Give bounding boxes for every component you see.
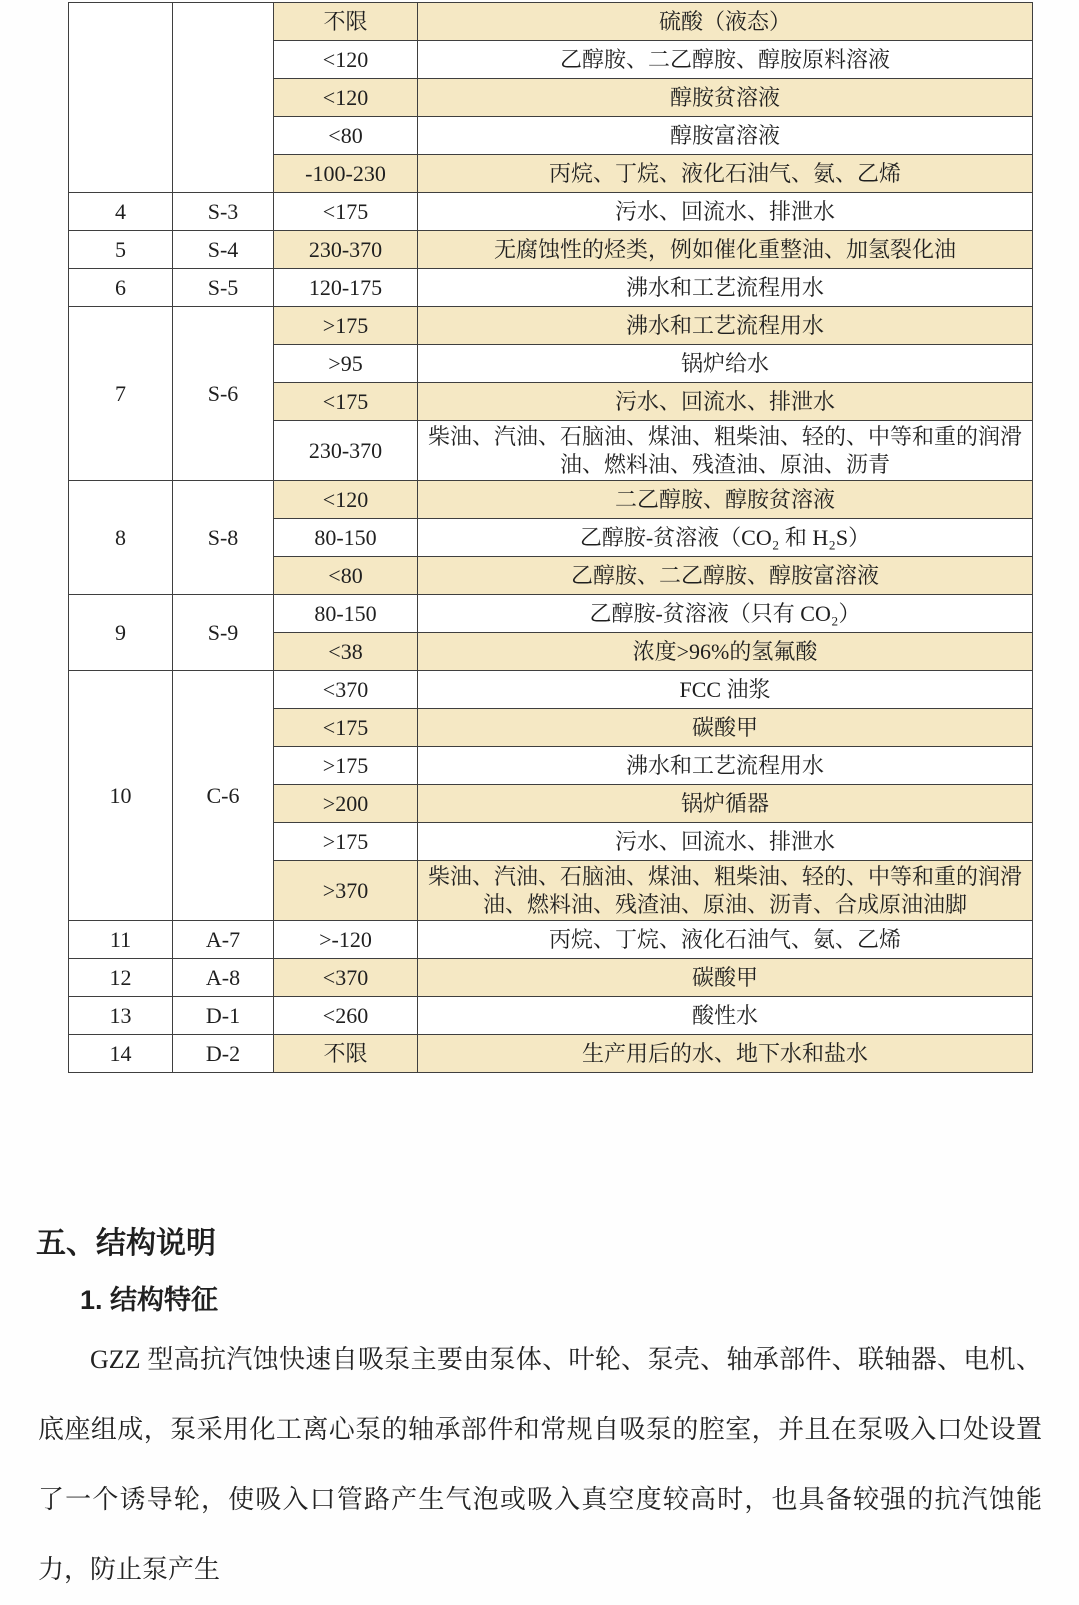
cell-temperature: <370 <box>274 671 418 709</box>
table-row <box>69 231 1033 269</box>
cell-media: 乙醇胺-贫溶液（只有 CO₂） <box>418 595 1033 633</box>
cell-code: S-5 <box>173 269 274 307</box>
cell-media: 柴油、汽油、石脑油、煤油、粗柴油、轻的、中等和重的润滑油、燃料油、残渣油、原油、沥青、合成原油油脚 <box>418 861 1033 921</box>
cell-number: 14 <box>69 1035 173 1073</box>
cell-code: S-3 <box>173 193 274 231</box>
cell-code: D-2 <box>173 1035 274 1073</box>
cell-number <box>69 3 173 193</box>
table-row <box>69 193 1033 231</box>
cell-media: 浓度>96%的氢氟酸 <box>418 633 1033 671</box>
table-row <box>69 671 1033 709</box>
table-row <box>69 1035 1033 1073</box>
cell-media: 锅炉循器 <box>418 785 1033 823</box>
cell-number: 5 <box>69 231 173 269</box>
cell-temperature: 80-150 <box>274 519 418 557</box>
cell-number: 11 <box>69 921 173 959</box>
cell-media: 醇胺富溶液 <box>418 117 1033 155</box>
table-row <box>69 921 1033 959</box>
cell-media: 柴油、汽油、石脑油、煤油、粗柴油、轻的、中等和重的润滑油、燃料油、残渣油、原油、沥青 <box>418 421 1033 481</box>
cell-code: C-6 <box>173 671 274 921</box>
cell-temperature: >370 <box>274 861 418 921</box>
cell-temperature: <175 <box>274 193 418 231</box>
cell-temperature: >95 <box>274 345 418 383</box>
cell-temperature: >175 <box>274 747 418 785</box>
cell-number: 10 <box>69 671 173 921</box>
cell-media: 二乙醇胺、醇胺贫溶液 <box>418 481 1033 519</box>
cell-media: 碳酸甲 <box>418 959 1033 997</box>
cell-temperature: 230-370 <box>274 421 418 481</box>
table-row <box>69 307 1033 345</box>
cell-temperature: >175 <box>274 307 418 345</box>
media-temperature-table <box>68 2 1033 1073</box>
body-paragraph: GZZ 型高抗汽蚀快速自吸泵主要由泵体、叶轮、泵壳、轴承部件、联轴器、电机、底座组成，泵采用化工离心泵的轴承部件和常规自吸泵的腔室，并且在泵吸入口处设置了一个诱导轮，使吸入口管路产生气泡或吸入真空度较高时，也具备较强的抗汽蚀能力，防止泵产生 <box>38 1345 1042 1584</box>
table-row <box>69 481 1033 519</box>
cell-media: 污水、回流水、排泄水 <box>418 193 1033 231</box>
table-row <box>69 269 1033 307</box>
cell-media: 硫酸（液态） <box>418 3 1033 41</box>
cell-temperature: 不限 <box>274 1035 418 1073</box>
table-row <box>69 997 1033 1035</box>
cell-number: 9 <box>69 595 173 671</box>
subsection-heading: 1. 结构特征 <box>80 1285 219 1315</box>
cell-number: 7 <box>69 307 173 481</box>
cell-media: 污水、回流水、排泄水 <box>418 383 1033 421</box>
cell-media: 沸水和工艺流程用水 <box>418 307 1033 345</box>
cell-code: D-1 <box>173 997 274 1035</box>
cell-temperature: >175 <box>274 823 418 861</box>
table-row <box>69 595 1033 633</box>
cell-media: 乙醇胺-贫溶液（CO₂ 和 H₂S） <box>418 519 1033 557</box>
media-table-body <box>69 3 1033 1073</box>
cell-number: 8 <box>69 481 173 595</box>
cell-temperature: -100-230 <box>274 155 418 193</box>
cell-media: 沸水和工艺流程用水 <box>418 269 1033 307</box>
cell-temperature: <120 <box>274 481 418 519</box>
cell-media: 碳酸甲 <box>418 709 1033 747</box>
section-heading: 五、结构说明 <box>36 1227 216 1260</box>
cell-temperature: 80-150 <box>274 595 418 633</box>
table-row <box>69 959 1033 997</box>
cell-code: S-6 <box>173 307 274 481</box>
cell-media: 污水、回流水、排泄水 <box>418 823 1033 861</box>
cell-media: FCC 油浆 <box>418 671 1033 709</box>
cell-temperature: <120 <box>274 41 418 79</box>
cell-temperature: 不限 <box>274 3 418 41</box>
cell-temperature: <260 <box>274 997 418 1035</box>
cell-temperature: <120 <box>274 79 418 117</box>
table-row <box>69 3 1033 41</box>
cell-number: 4 <box>69 193 173 231</box>
cell-media: 生产用后的水、地下水和盐水 <box>418 1035 1033 1073</box>
cell-media: 乙醇胺、二乙醇胺、醇胺富溶液 <box>418 557 1033 595</box>
cell-media: 无腐蚀性的烃类，例如催化重整油、加氢裂化油 <box>418 231 1033 269</box>
cell-temperature: <80 <box>274 117 418 155</box>
cell-code: A-8 <box>173 959 274 997</box>
cell-media: 丙烷、丁烷、液化石油气、氨、乙烯 <box>418 921 1033 959</box>
cell-temperature: <175 <box>274 383 418 421</box>
cell-media: 丙烷、丁烷、液化石油气、氨、乙烯 <box>418 155 1033 193</box>
cell-code: A-7 <box>173 921 274 959</box>
cell-number: 13 <box>69 997 173 1035</box>
cell-media: 酸性水 <box>418 997 1033 1035</box>
cell-temperature: <80 <box>274 557 418 595</box>
cell-number: 12 <box>69 959 173 997</box>
cell-temperature: <175 <box>274 709 418 747</box>
cell-temperature: <38 <box>274 633 418 671</box>
cell-media: 锅炉给水 <box>418 345 1033 383</box>
cell-code <box>173 3 274 193</box>
cell-number: 6 <box>69 269 173 307</box>
cell-media: 沸水和工艺流程用水 <box>418 747 1033 785</box>
cell-temperature: 120-175 <box>274 269 418 307</box>
cell-code: S-9 <box>173 595 274 671</box>
cell-temperature: 230-370 <box>274 231 418 269</box>
cell-code: S-4 <box>173 231 274 269</box>
cell-temperature: >-120 <box>274 921 418 959</box>
cell-media: 乙醇胺、二乙醇胺、醇胺原料溶液 <box>418 41 1033 79</box>
cell-temperature: <370 <box>274 959 418 997</box>
cell-media: 醇胺贫溶液 <box>418 79 1033 117</box>
cell-temperature: >200 <box>274 785 418 823</box>
cell-code: S-8 <box>173 481 274 595</box>
